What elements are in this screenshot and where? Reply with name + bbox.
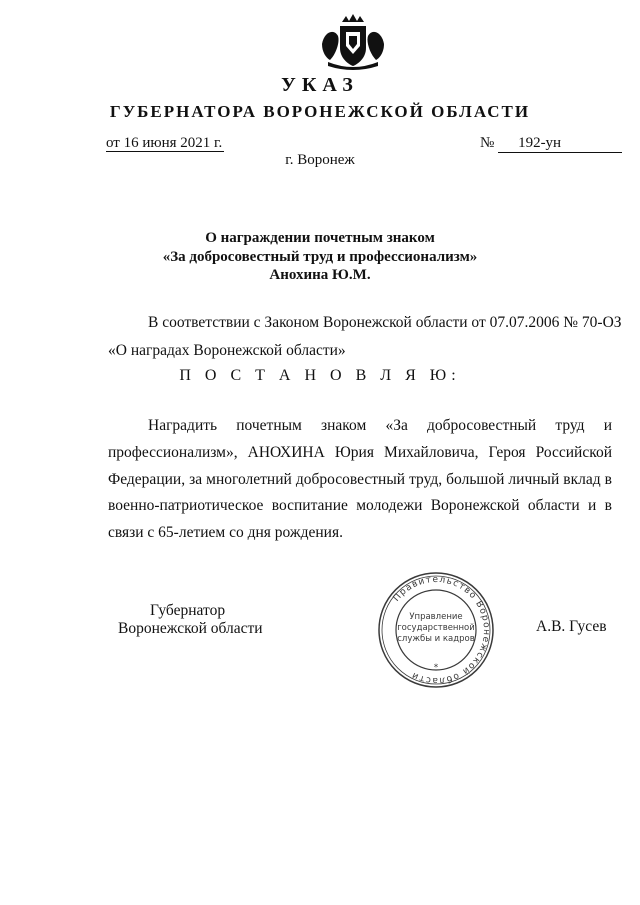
date-value: 16 июня 2021 г. [123, 135, 223, 151]
svg-text:Правительство Воронежской обла: Правительство Воронежской области [391, 574, 492, 686]
svg-text:Управление: Управление [409, 612, 463, 622]
coat-of-arms-icon [318, 14, 388, 70]
svg-text:*: * [433, 663, 439, 673]
subject-line-1: О награждении почетным знаком [205, 230, 435, 246]
svg-text:государственной: государственной [397, 623, 475, 633]
number-value: 192-ун [498, 135, 622, 153]
city: г. Воронеж [285, 152, 355, 168]
date-prefix: от [106, 135, 124, 151]
body-line-3: Федерации, за многолетний добросовестный труд, большой личный вклад в [108, 471, 612, 488]
document-type-title: УКАЗ [281, 74, 359, 96]
preamble-line-2: «О наградах Воронежской области» [108, 342, 346, 359]
body-line-1: Наградить почетным знаком «За добросовестный труд и [148, 417, 612, 434]
document-date [106, 135, 224, 152]
number-prefix: № [480, 135, 495, 151]
body-line-4: военно-патриотическое воспитание молодежи Воронежской области и в [108, 497, 612, 514]
subject-line-2: «За добросовестный труд и профессионализм» [162, 249, 478, 265]
document-number [480, 135, 622, 153]
signatory-role-line-2: Воронежской области [118, 620, 263, 637]
issuer-title: ГУБЕРНАТОРА ВОРОНЕЖСКОЙ ОБЛАСТИ [109, 102, 531, 121]
decree-word: П О С Т А Н О В Л Я Ю: [179, 367, 461, 384]
preamble-line-1: В соответствии с Законом Воронежской области от 07.07.2006 № 70-ОЗ [148, 314, 622, 331]
signatory-role-line-1: Губернатор [150, 602, 226, 619]
svg-text:службы и кадров: службы и кадров [397, 634, 475, 644]
body-line-5: связи с 65-летием со дня рождения. [108, 524, 343, 541]
signatory-name: А.В. Гусев [536, 618, 607, 635]
subject-line-3: Анохина Ю.М. [269, 267, 371, 283]
body-line-2: профессионализм», АНОХИНА Юрия Михайловича, Героя Российской [108, 444, 612, 461]
official-stamp [370, 570, 502, 690]
